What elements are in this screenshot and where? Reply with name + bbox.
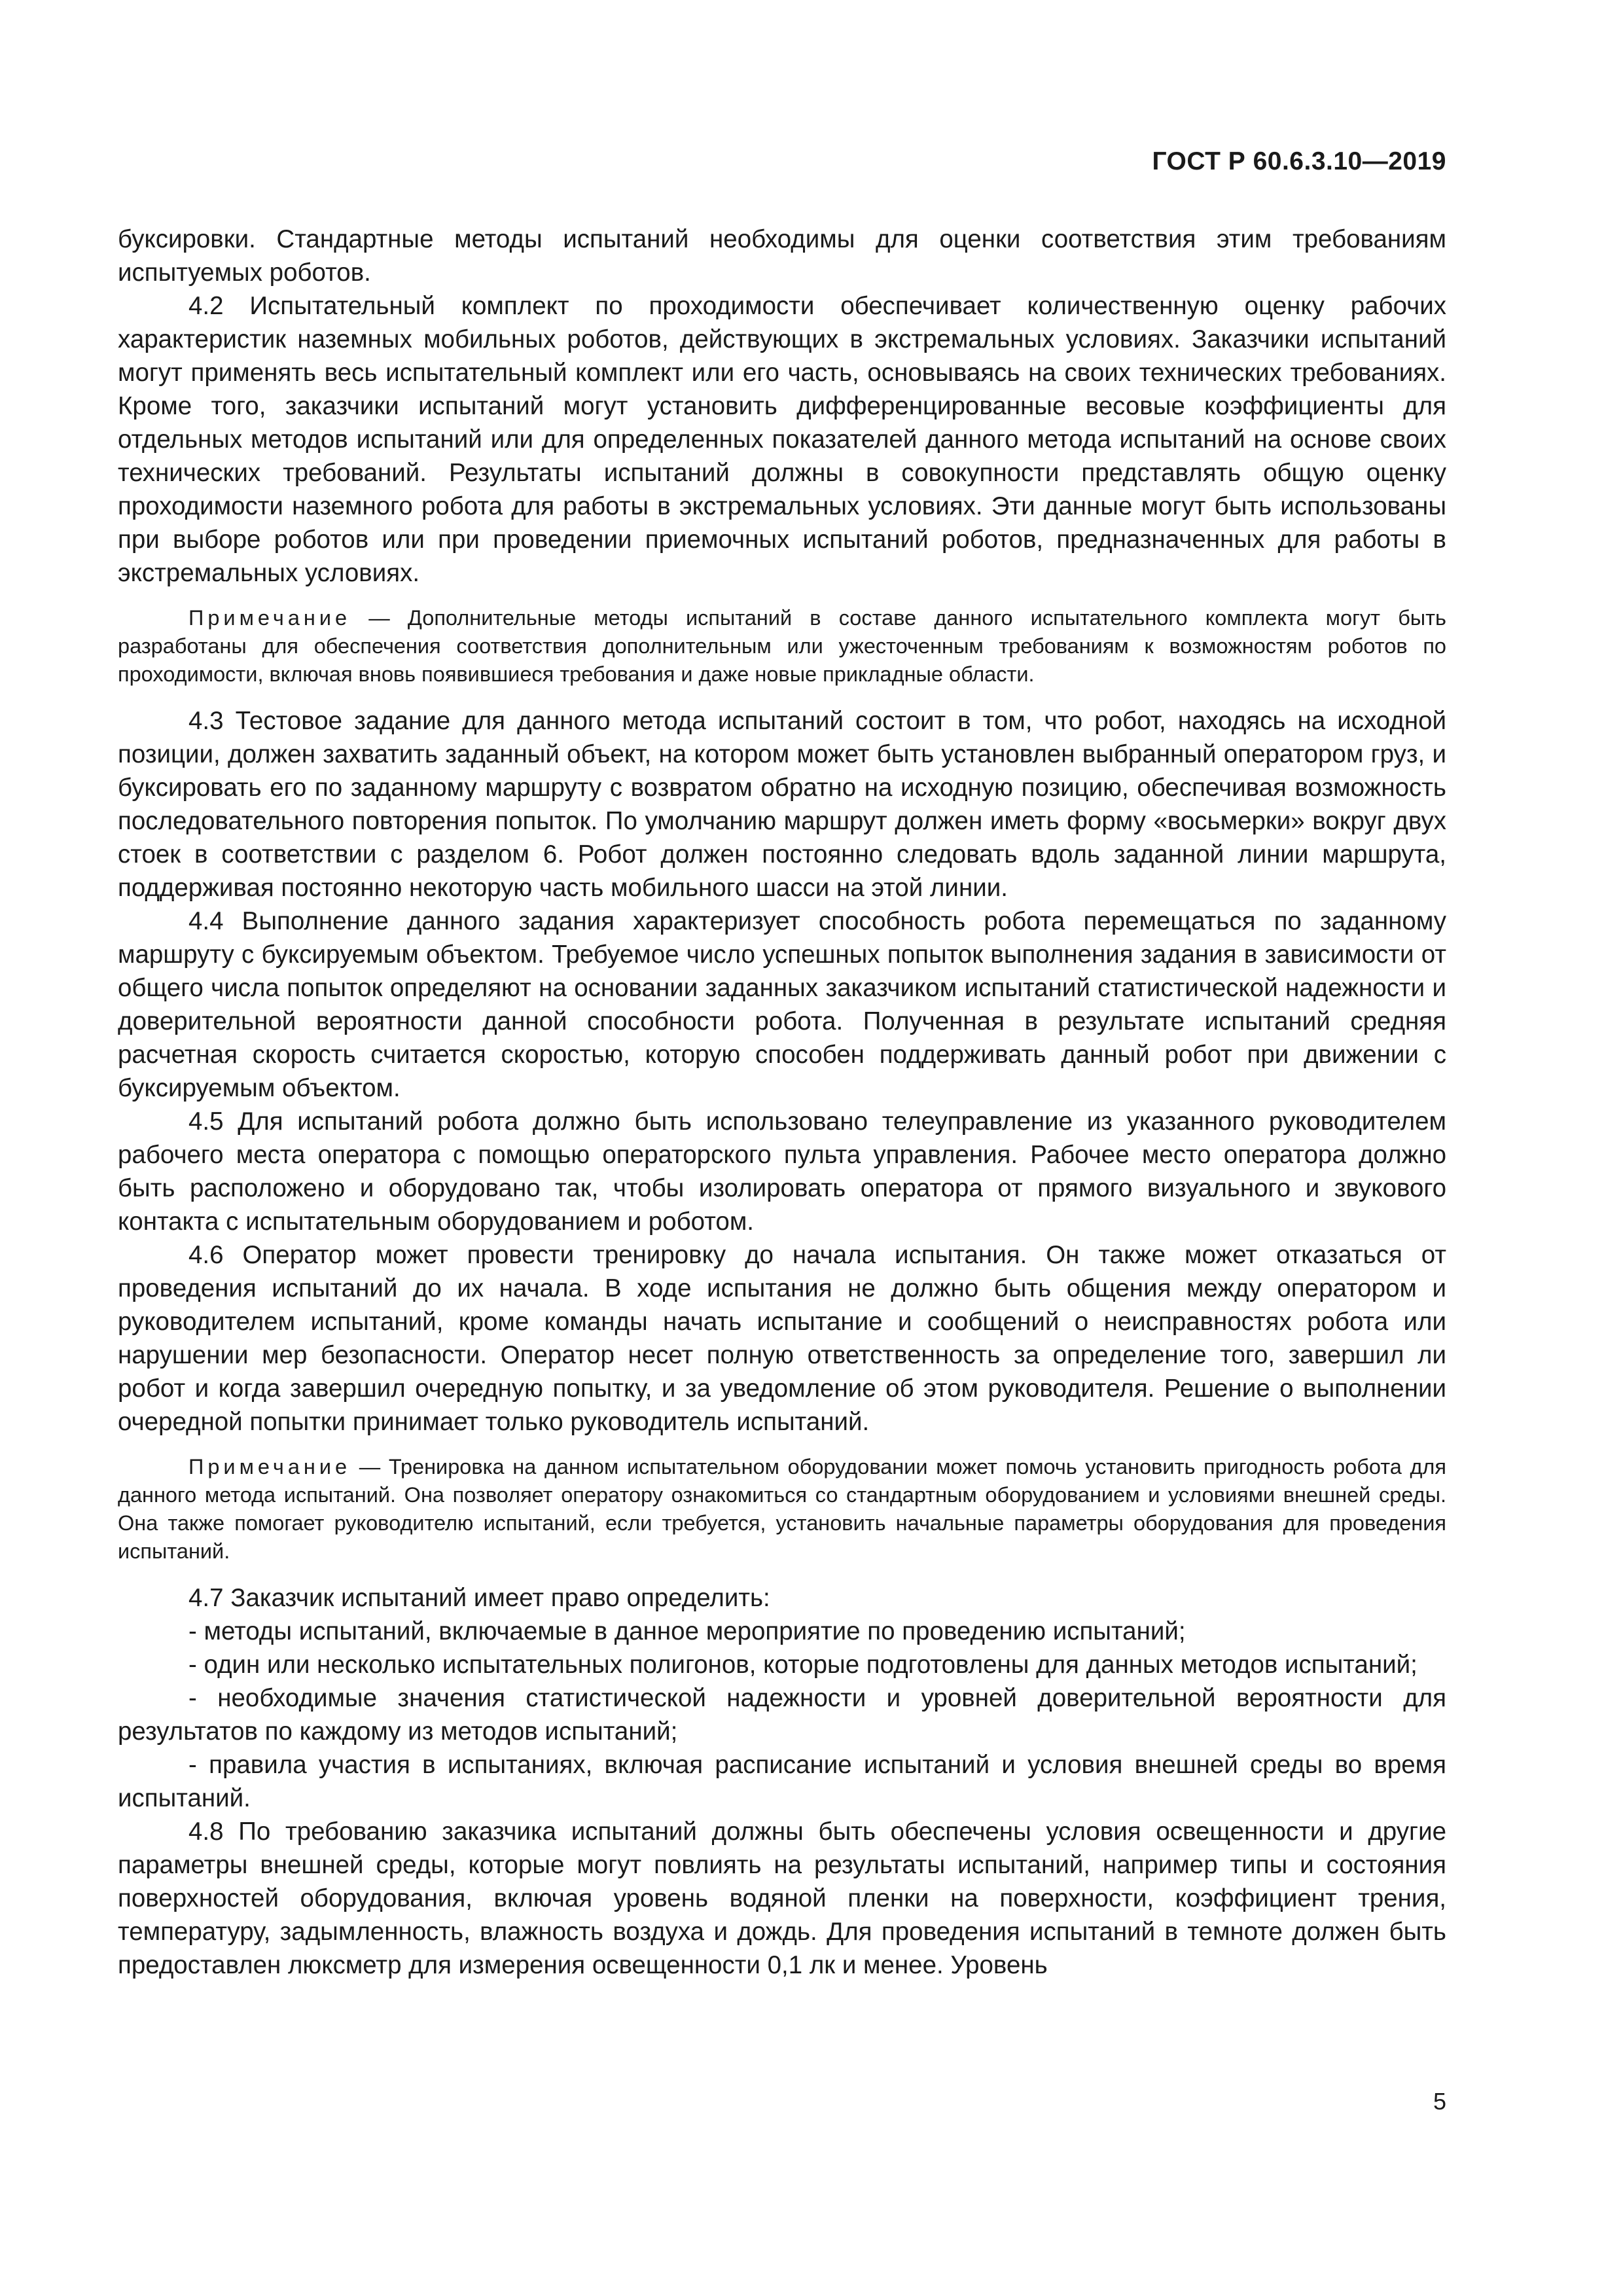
paragraph-4-5: 4.5 Для испытаний робота должно быть использовано телеуправление из указанного руководителем рабочего места оператора с помощью операторского пульта управления. Рабочее место оператора должно быть расположено и оборудовано так, чтобы изолировать оператора от прямого визуального и звукового контакта с испытательным оборудованием и роботом. [118,1107,1446,1236]
list-item: - методы испытаний, включаемые в данное мероприятие по проведению испытаний; [188,1617,1186,1645]
note-2 [118,1453,1446,1566]
paragraph-4-4: 4.4 Выполнение данного задания характеризует способность робота перемещаться по заданному маршруту с буксируемым объектом. Требуемое число успешных попыток выполнения задания в зависимости от общего числа попыток определяют на основании заданных заказчиком испытаний статистической надежности и доверительной вероятности данной способности робота. Полученная в результате испытаний средняя расчетная скорость считается скоростью, которую способен поддерживать данный робот при движении с буксируемым объектом. [118,907,1446,1102]
paragraph-4-6: 4.6 Оператор может провести тренировку до начала испытания. Он также может отказаться от проведения испытаний до их начала. В ходе испытания не должно быть общения между оператором и руководителем испытаний, кроме команды начать испытание и сообщений о неисправностях робота или нарушении мер безопасности. Оператор несет полную ответственность за определение того, завершил ли робот и когда завершил очередную попытку, и за уведомление об этом руководителя. Решение о выполнении очередной попытки принимает только руководитель испытаний. [118,1241,1446,1436]
document-page [118,0,1446,2296]
list-item: - один или несколько испытательных полигонов, которые подготовлены для данных методов испытаний; [188,1651,1418,1679]
list-item: - необходимые значения статистической надежности и уровней доверительной вероятности для результатов по каждому из методов испытаний; [118,1684,1446,1746]
document-id-header: ГОСТ Р 60.6.3.10—2019 [1152,147,1446,175]
note-text: — Дополнительные методы испытаний в составе данного испытательного комплекта могут быть разработаны для обеспечения соответствия дополнительным или ужесточенным требованиям к возможностям роботов по проходимости, включая вновь появившиеся требования и даже новые прикладные области. [118,606,1446,686]
list-item: - правила участия в испытаниях, включая расписание испытаний и условия внешней среды во время испытаний. [118,1751,1446,1812]
paragraph-continuation: буксировки. Стандартные методы испытаний необходимы для оценки соответствия этим требованиям испытуемых роботов. [118,225,1446,287]
note-text: — Тренировка на данном испытательном оборудовании может помочь установить пригодность робота для данного метода испытаний. Она позволяет оператору ознакомиться со стандартным оборудованием и условиями внешней среды. Она также помогает руководителю испытаний, если требуется, установить начальные параметры оборудования для проведения испытаний. [118,1455,1446,1563]
paragraph-4-7: 4.7 Заказчик испытаний имеет право определить: [188,1584,770,1612]
note-label: Примечание [188,606,351,630]
paragraph-4-8: 4.8 По требованию заказчика испытаний должны быть обеспечены условия освещенности и другие параметры внешней среды, которые могут повлиять на результаты испытаний, например типы и состояния поверхностей оборудования, включая уровень водяной пленки на поверхности, коэффициент трения, температуру, задымленность, влажность воздуха и дождь. Для проведения испытаний в темноте должен быть предоставлен люксметр для измерения освещенности 0,1 лк и менее. Уровень [118,1818,1446,1979]
paragraph-4-3: 4.3 Тестовое задание для данного метода испытаний состоит в том, что робот, находясь на исходной позиции, должен захватить заданный объект, на котором может быть установлен выбранный оператором груз, и буксировать его по заданному маршруту с возвратом обратно на исходную позицию, обеспечивая возможность последовательного повторения попыток. По умолчанию маршрут должен иметь форму «восьмерки» вокруг двух стоек в соответствии с разделом 6. Робот должен постоянно следовать вдоль заданной линии маршрута, поддерживая постоянно некоторую часть мобильного шасси на этой линии. [118,707,1446,902]
note-1 [118,604,1446,689]
paragraph-4-2: 4.2 Испытательный комплект по проходимости обеспечивает количественную оценку рабочих характеристик наземных мобильных роботов, действующих в экстремальных условиях. Заказчики испытаний могут применять весь испытательный комплект или его часть, основываясь на своих технических требованиях. Кроме того, заказчики испытаний могут установить дифференцированные весовые коэффициенты для отдельных методов испытаний или для определенных показателей данного метода испытаний на основе своих технических требований. Результаты испытаний должны в совокупности представлять общую оценку проходимости наземного робота для работы в экстремальных условиях. Эти данные могут быть использованы при выборе роботов или при проведении приемочных испытаний роботов, предназначенных для работы в экстремальных условиях. [118,292,1446,587]
note-label: Примечание [188,1455,351,1479]
document-body [118,223,1446,1982]
page-number: 5 [1433,2088,1446,2115]
